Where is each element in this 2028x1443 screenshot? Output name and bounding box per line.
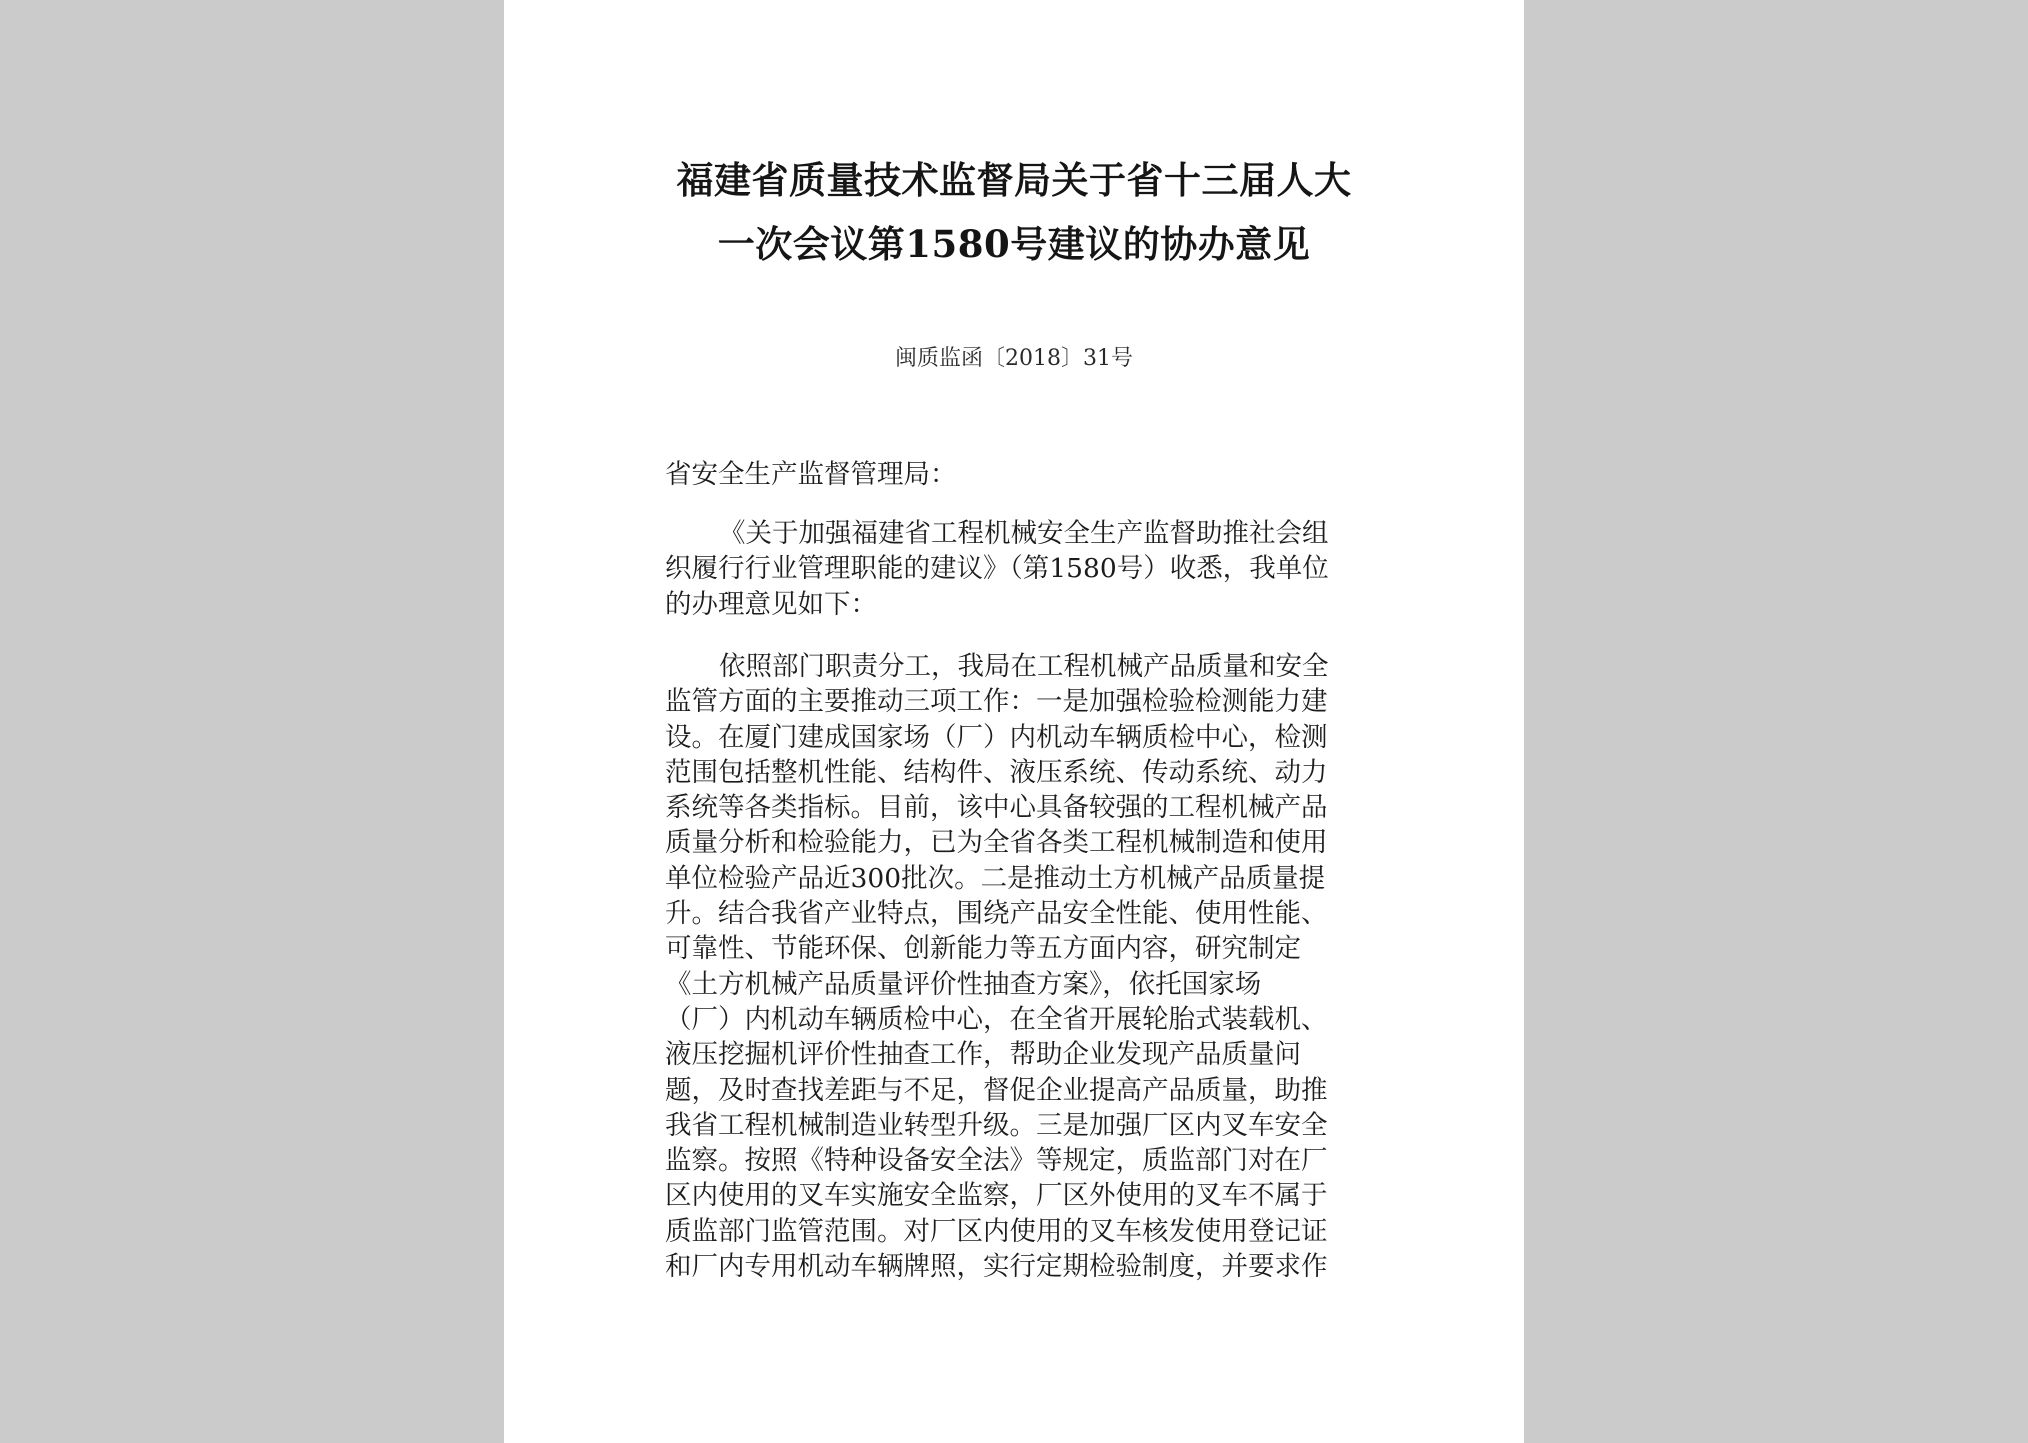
text-line: 区内使用的叉车实施安全监察，厂区外使用的叉车不属于 bbox=[665, 1180, 1328, 1212]
text-line: 题，及时查找差距与不足，督促企业提高产品质量，助推 bbox=[665, 1074, 1328, 1106]
document-title bbox=[604, 148, 1424, 276]
text-line: 设。在厦门建成国家场（厂）内机动车辆质检中心，检测 bbox=[665, 721, 1328, 753]
text-line: 监管方面的主要推动三项工作：一是加强检验检测能力建 bbox=[665, 686, 1328, 718]
text-line: 依照部门职责分工，我局在工程机械产品质量和安全 bbox=[719, 651, 1329, 682]
text-line: 液压挖掘机评价性抽查工作，帮助企业发现产品质量问 bbox=[665, 1039, 1301, 1071]
text-line: 和厂内专用机动车辆牌照，实行定期检验制度，并要求作 bbox=[665, 1251, 1328, 1283]
document-page bbox=[504, 0, 1524, 1443]
text-line: 的办理意见如下： bbox=[665, 588, 877, 620]
text-line: 系统等各类指标。目前，该中心具备较强的工程机械产品 bbox=[665, 792, 1328, 824]
title-line: 一次会议第1580号建议的协办意见 bbox=[717, 222, 1311, 266]
text-line: 监察。按照《特种设备安全法》等规定，质监部门对在厂 bbox=[665, 1145, 1328, 1177]
text-line: 质量分析和检验能力，已为全省各类工程机械制造和使用 bbox=[665, 827, 1328, 859]
text-line: 《土方机械产品质量评价性抽查方案》，依托国家场 bbox=[665, 968, 1262, 1000]
text-line: 我省工程机械制造业转型升级。三是加强厂区内叉车安全 bbox=[665, 1109, 1328, 1141]
paragraph-main bbox=[665, 649, 1375, 1284]
salutation: 省安全生产监督管理局： bbox=[665, 459, 957, 490]
text-line: 范围包括整机性能、结构件、液压系统、传动系统、动力 bbox=[665, 756, 1328, 788]
text-line: 质监部门监管范围。对厂区内使用的叉车核发使用登记证 bbox=[665, 1215, 1328, 1247]
text-line: （厂）内机动车辆质检中心，在全省开展轮胎式装载机、 bbox=[665, 1003, 1328, 1035]
document-number: 闽质监函〔2018〕31号 bbox=[895, 346, 1133, 371]
text-line: 《关于加强福建省工程机械安全生产监督助推社会组 bbox=[719, 518, 1329, 549]
paragraph-acknowledgement bbox=[665, 516, 1375, 622]
text-line: 升。结合我省产业特点，围绕产品安全性能、使用性能、 bbox=[665, 898, 1328, 930]
text-line: 织履行行业管理职能的建议》（第1580号）收悉，我单位 bbox=[665, 553, 1329, 585]
text-line: 单位检验产品近300批次。二是推动土方机械产品质量提 bbox=[665, 862, 1326, 894]
text-line: 可靠性、节能环保、创新能力等五方面内容，研究制定 bbox=[665, 933, 1301, 965]
title-line: 福建省质量技术监督局关于省十三届人大 bbox=[676, 158, 1352, 202]
